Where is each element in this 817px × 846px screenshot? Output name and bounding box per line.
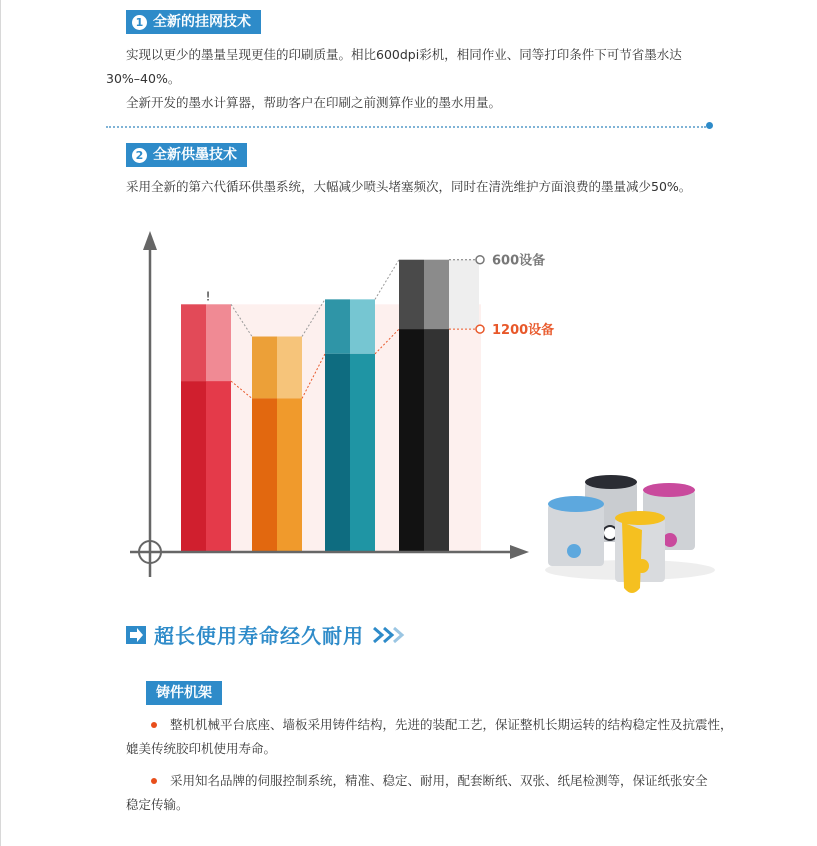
- bar-1200-C-light: [350, 354, 375, 552]
- section1-para1-line1: 实现以更少的墨量呈现更佳的印刷质量。相比600dpi彩机，相同作业、同等打印条件下可节省墨水达: [126, 47, 682, 62]
- section2-title: 全新供墨技术: [153, 147, 237, 163]
- x-axis-arrow: [510, 545, 529, 559]
- ink-cans-illustration: [545, 475, 715, 593]
- section3-item2-line2: 稳定传输。: [126, 797, 189, 812]
- bar-600-M: [181, 304, 206, 381]
- bar-600-Y-light: [277, 337, 302, 399]
- bar-exclaim-label: !: [205, 289, 211, 304]
- legend-600-label: 600设备: [492, 253, 546, 269]
- arrow-right-icon: [126, 625, 146, 645]
- lifespan-banner: [126, 620, 408, 649]
- bar-600-C-light: [350, 299, 375, 353]
- bar-600-K: [399, 260, 424, 329]
- section1-para2: 全新开发的墨水计算器，帮助客户在印刷之前测算作业的墨水用量。: [126, 95, 502, 110]
- bar-1200-K: [399, 329, 424, 552]
- connector-600: [375, 260, 399, 300]
- section3-item2-line1: 采用知名品牌的伺服控制系统，精准、稳定、耐用，配套断纸、双张、纸尾检测等，保证纸张安全: [170, 773, 708, 788]
- section3-item1-line2: 媲美传统胶印机使用寿命。: [126, 741, 277, 756]
- section1-para1-line2: 30%–40%。: [106, 71, 181, 86]
- legend-1200-label: 1200设备: [492, 323, 555, 339]
- legend-600-marker: [476, 256, 484, 264]
- y-axis-arrow: [143, 231, 157, 250]
- bar-1200-Y-light: [277, 398, 302, 552]
- section2-para: 采用全新的第六代循环供墨系统，大幅减少喷头堵塞频次，同时在清洗维护方面浪费的墨量减少50%。: [126, 179, 692, 194]
- bar-1200-M: [181, 381, 206, 552]
- bar-1200-M-light: [206, 381, 231, 552]
- banner-title: 超长使用寿命经久耐用: [154, 624, 364, 648]
- bar-1200-K-light: [424, 329, 449, 552]
- bar-600-Y: [252, 337, 277, 399]
- bullet-icon: [151, 778, 157, 784]
- section1-title: 全新的挂网技术: [153, 14, 251, 30]
- bars-layer: [181, 260, 481, 552]
- bar-600-K-light: [424, 260, 449, 329]
- bullet-icon: [151, 722, 157, 728]
- bar-1200-C: [325, 354, 350, 552]
- bar-600-C: [325, 299, 350, 353]
- section3-item1-line1: 整机机械平台底座、墙板采用铸件结构，先进的装配工艺，保证整机长期运转的结构稳定性及抗震性，: [170, 717, 733, 732]
- double-chevron-right-icon: [372, 625, 408, 645]
- bar-1200-Y: [252, 398, 277, 552]
- section3-heading: 铸件机架: [146, 681, 222, 705]
- legend-1200-marker: [476, 325, 484, 333]
- section2-number: 2: [132, 148, 147, 163]
- section1-number: 1: [132, 15, 147, 30]
- bar-600-M-light: [206, 304, 231, 381]
